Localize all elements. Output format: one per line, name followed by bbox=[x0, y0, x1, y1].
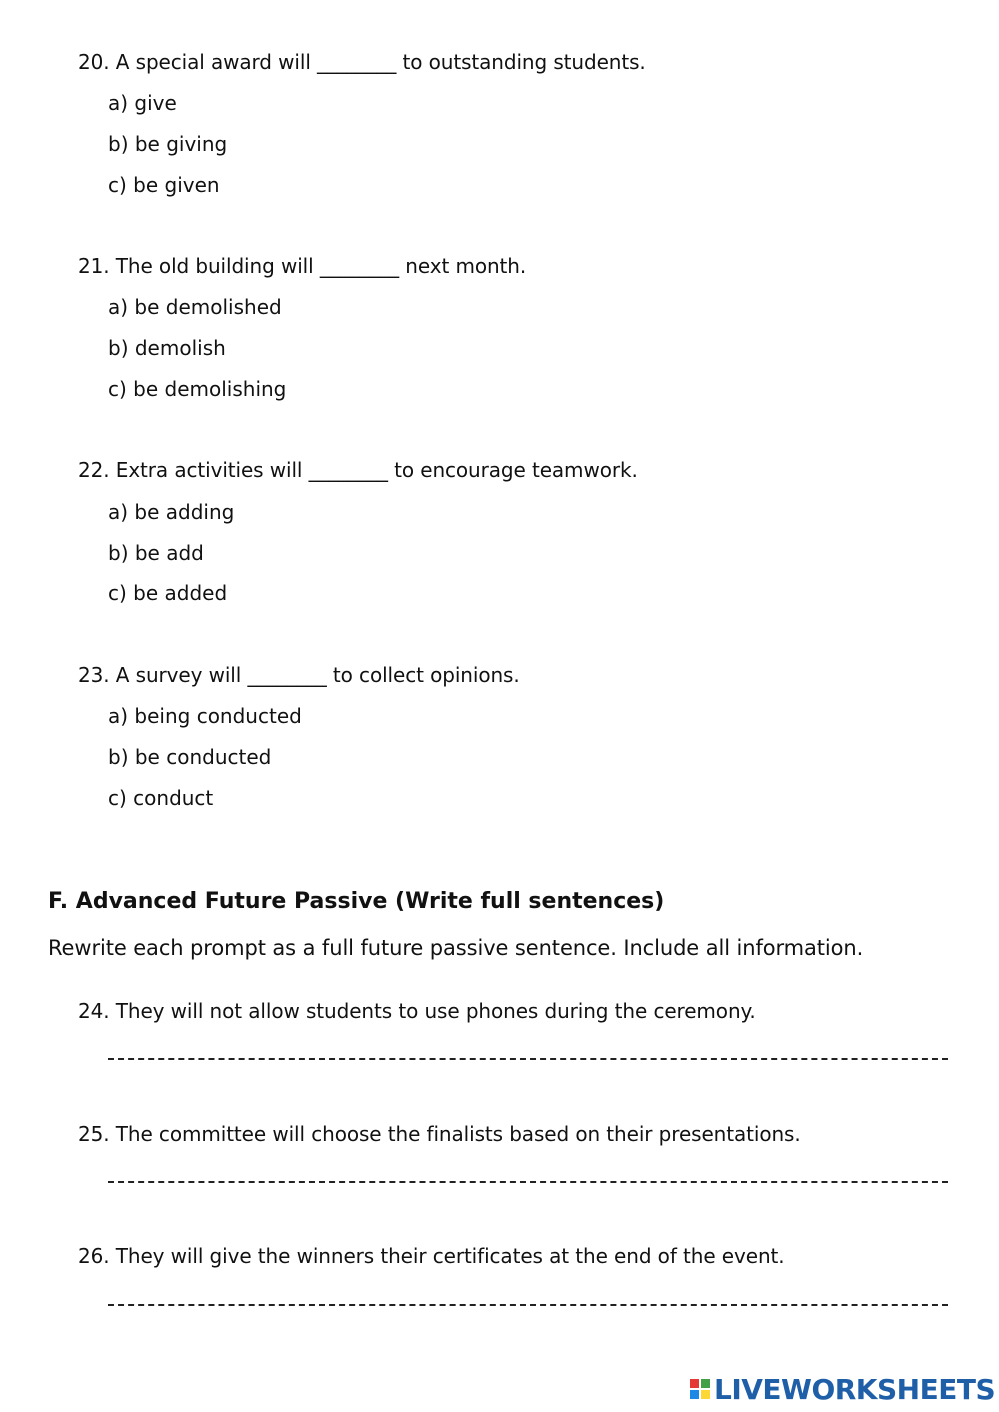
option-21c[interactable]: c) be demolishing bbox=[108, 377, 287, 401]
logo-square bbox=[690, 1379, 699, 1388]
section-f-title: F. Advanced Future Passive (Write full sentences) bbox=[48, 889, 665, 914]
answer-line-24[interactable] bbox=[108, 1058, 948, 1060]
prompt-number: 26. bbox=[78, 1244, 110, 1268]
option-23a[interactable]: a) being conducted bbox=[108, 704, 302, 728]
option-20a[interactable]: a) give bbox=[108, 91, 177, 115]
answer-line-25[interactable] bbox=[108, 1181, 948, 1183]
logo-square bbox=[701, 1379, 710, 1388]
question-number: 20. bbox=[78, 50, 110, 74]
question-23 bbox=[78, 663, 520, 687]
question-22 bbox=[78, 458, 638, 482]
question-number: 23. bbox=[78, 663, 110, 687]
question-21 bbox=[78, 254, 526, 278]
prompt-text: The committee will choose the finalists based on their presentations. bbox=[115, 1122, 801, 1146]
logo-square bbox=[690, 1390, 699, 1399]
logo-square bbox=[701, 1390, 710, 1399]
option-22b[interactable]: b) be add bbox=[108, 541, 204, 565]
option-20b[interactable]: b) be giving bbox=[108, 132, 228, 156]
question-text: A special award will ________ to outstanding students. bbox=[115, 50, 646, 74]
question-number: 22. bbox=[78, 458, 110, 482]
question-text: The old building will ________ next month. bbox=[115, 254, 527, 278]
question-text: A survey will ________ to collect opinions. bbox=[115, 663, 520, 687]
option-23c[interactable]: c) conduct bbox=[108, 786, 214, 810]
section-f-instructions: Rewrite each prompt as a full future passive sentence. Include all information. bbox=[48, 936, 864, 960]
prompt-text: They will not allow students to use phones during the ceremony. bbox=[115, 999, 756, 1023]
logo-squares-icon bbox=[690, 1379, 710, 1399]
question-text: Extra activities will ________ to encourage teamwork. bbox=[115, 458, 638, 482]
option-21a[interactable]: a) be demolished bbox=[108, 295, 282, 319]
option-23b[interactable]: b) be conducted bbox=[108, 745, 272, 769]
question-number: 21. bbox=[78, 254, 110, 278]
prompt-text: They will give the winners their certificates at the end of the event. bbox=[115, 1244, 785, 1268]
prompt-25 bbox=[78, 1122, 801, 1146]
option-22c[interactable]: c) be added bbox=[108, 581, 228, 605]
prompt-24 bbox=[78, 999, 756, 1023]
option-21b[interactable]: b) demolish bbox=[108, 336, 226, 360]
prompt-26 bbox=[78, 1244, 785, 1268]
option-20c[interactable]: c) be given bbox=[108, 173, 220, 197]
option-22a[interactable]: a) be adding bbox=[108, 500, 235, 524]
question-20 bbox=[78, 50, 646, 74]
answer-line-26[interactable] bbox=[108, 1304, 948, 1306]
prompt-number: 24. bbox=[78, 999, 110, 1023]
prompt-number: 25. bbox=[78, 1122, 110, 1146]
liveworksheets-logo bbox=[690, 1372, 995, 1406]
logo-text: LIVEWORKSHEETS bbox=[714, 1372, 996, 1406]
